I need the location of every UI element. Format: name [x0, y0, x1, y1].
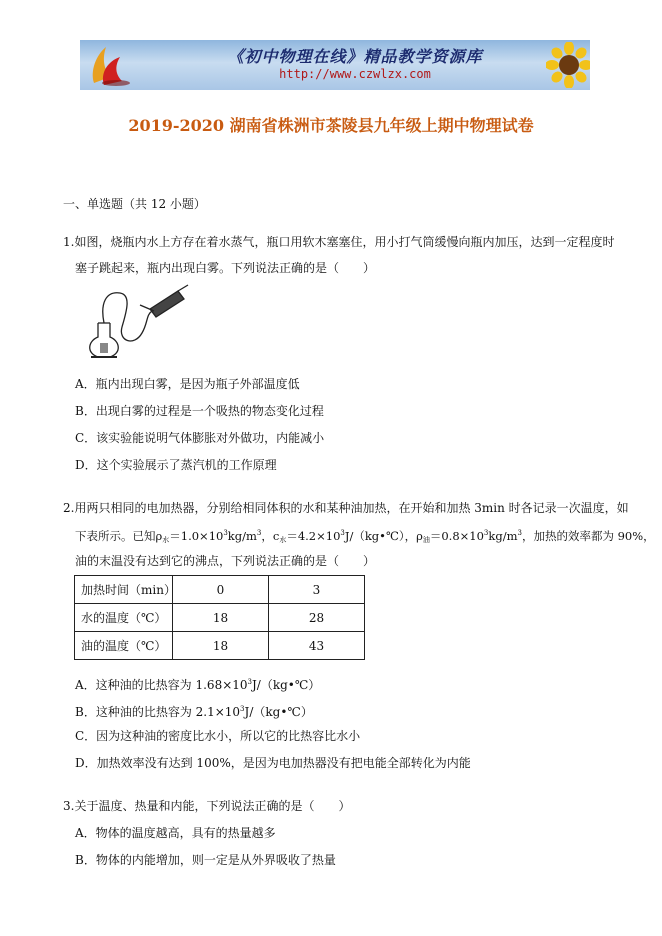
document-title: 2019-2020 湖南省株洲市茶陵县九年级上期中物理试卷: [128, 116, 534, 135]
q2-option-d: D．加热效率没有达到 100%，是因为电加热器没有把电能全部转化为内能: [75, 756, 471, 770]
q3-option-a: A．物体的温度越高，具有的热量越多: [75, 826, 276, 840]
table-cell: 水的温度（℃）: [75, 604, 173, 632]
q2-stem-line2: 下表所示。已知$\rho_水=1.0\times 10^3kg/m^3$，$c_水=4.2\times 10^3J/(kg•℃)$，$\rho_油=0.8\times 10^3kg/m^3$，加热的效率都为 90%，: [75, 529, 655, 544]
sunflower-icon: [546, 42, 590, 88]
table-cell: 43: [269, 632, 365, 660]
q1-option-b: B．出现白雾的过程是一个吸热的物态变化过程: [75, 404, 324, 418]
flask-pump-figure: [76, 283, 192, 359]
table-row: [75, 604, 365, 632]
q1-option-d: D．这个实验展示了蒸汽机的工作原理: [75, 458, 277, 472]
table-cell: 18: [173, 604, 269, 632]
table-cell: 油的温度（℃）: [75, 632, 173, 660]
site-logo-icon: [86, 43, 132, 87]
q1-stem-line1: 1.如图，烧瓶内水上方存在着水蒸气，瓶口用软木塞塞住，用小打气筒缓慢向瓶内加压，达到一定程度时: [63, 235, 615, 249]
q2-stem-line1: 2.用两只相同的电加热器，分别给相同体积的水和某种油加热，在开始和加热 3min 时各记录一次温度，如: [63, 501, 629, 515]
q1-option-c: C．该实验能说明气体膨胀对外做功，内能减小: [75, 431, 325, 445]
banner-title: 《初中物理在线》精品教学资源库: [227, 47, 483, 66]
section-heading: 一、单选题（共 12 小题）: [63, 197, 206, 211]
table-cell: 3: [269, 576, 365, 604]
q2-stem-line3: 油的末温没有达到它的沸点，下列说法正确的是（ ）: [75, 554, 376, 568]
table-row: [75, 576, 365, 604]
site-banner: [80, 40, 590, 90]
table-cell: 加热时间（min）: [75, 576, 173, 604]
q1-option-a: A．瓶内出现白雾，是因为瓶子外部温度低: [75, 377, 300, 391]
q1-stem-line2: 塞子跳起来，瓶内出现白雾。下列说法正确的是（ ）: [75, 261, 376, 275]
q2-data-table: [74, 575, 365, 660]
banner-url[interactable]: http://www.czwlzx.com: [279, 67, 431, 81]
q2-option-b: B．这种油的比热容为 $2.1\times 10^3J/(kg•℃)$: [75, 705, 313, 719]
q3-stem: 3.关于温度、热量和内能，下列说法正确的是（ ）: [63, 799, 351, 813]
q2-option-a: A．这种油的比热容为 $1.68\times 10^3J/(kg•℃)$: [75, 678, 321, 692]
table-cell: 0: [173, 576, 269, 604]
table-cell: 28: [269, 604, 365, 632]
q2-option-c: C．因为这种油的密度比水小，所以它的比热容比水小: [75, 729, 361, 743]
table-row: [75, 632, 365, 660]
table-cell: 18: [173, 632, 269, 660]
q3-option-b: B．物体的内能增加，则一定是从外界吸收了热量: [75, 853, 336, 867]
